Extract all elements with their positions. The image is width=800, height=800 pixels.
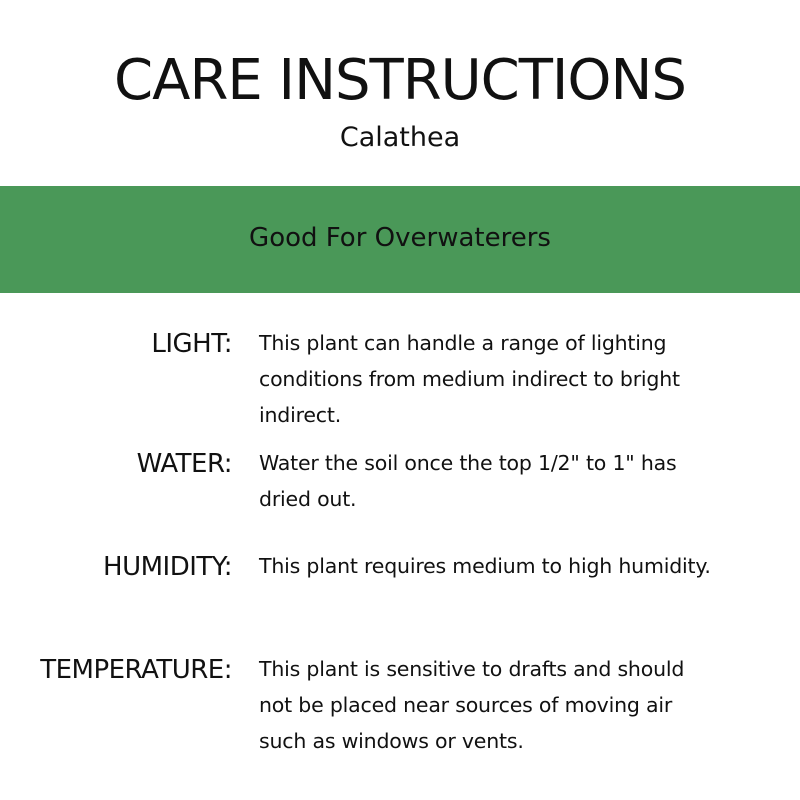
water-description <box>259 445 789 517</box>
highlight-banner <box>0 186 800 293</box>
light-description <box>259 325 789 433</box>
temperature-line: not be placed near sources of moving air <box>259 693 673 717</box>
light-line: indirect. <box>259 403 342 427</box>
plant-name: Calathea <box>339 122 461 153</box>
light-line: conditions from medium indirect to bright <box>259 367 680 391</box>
page-title: CARE INSTRUCTIONS <box>114 48 686 113</box>
humidity-description <box>259 548 789 584</box>
temperature-line: This plant is sensitive to drafts and should <box>259 657 685 681</box>
water-label: WATER: <box>136 449 232 479</box>
light-line: This plant can handle a range of lighting <box>259 331 667 355</box>
temperature-line: such as windows or vents. <box>259 729 524 753</box>
humidity-line: This plant requires medium to high humidity. <box>259 554 711 578</box>
banner-text: Good For Overwaterers <box>249 222 551 253</box>
water-line: dried out. <box>259 487 357 511</box>
temperature-label: TEMPERATURE: <box>40 655 232 685</box>
water-line: Water the soil once the top 1/2" to 1" has <box>259 451 677 475</box>
light-label: LIGHT: <box>151 329 232 359</box>
temperature-description <box>259 651 789 759</box>
humidity-label: HUMIDITY: <box>103 552 232 582</box>
